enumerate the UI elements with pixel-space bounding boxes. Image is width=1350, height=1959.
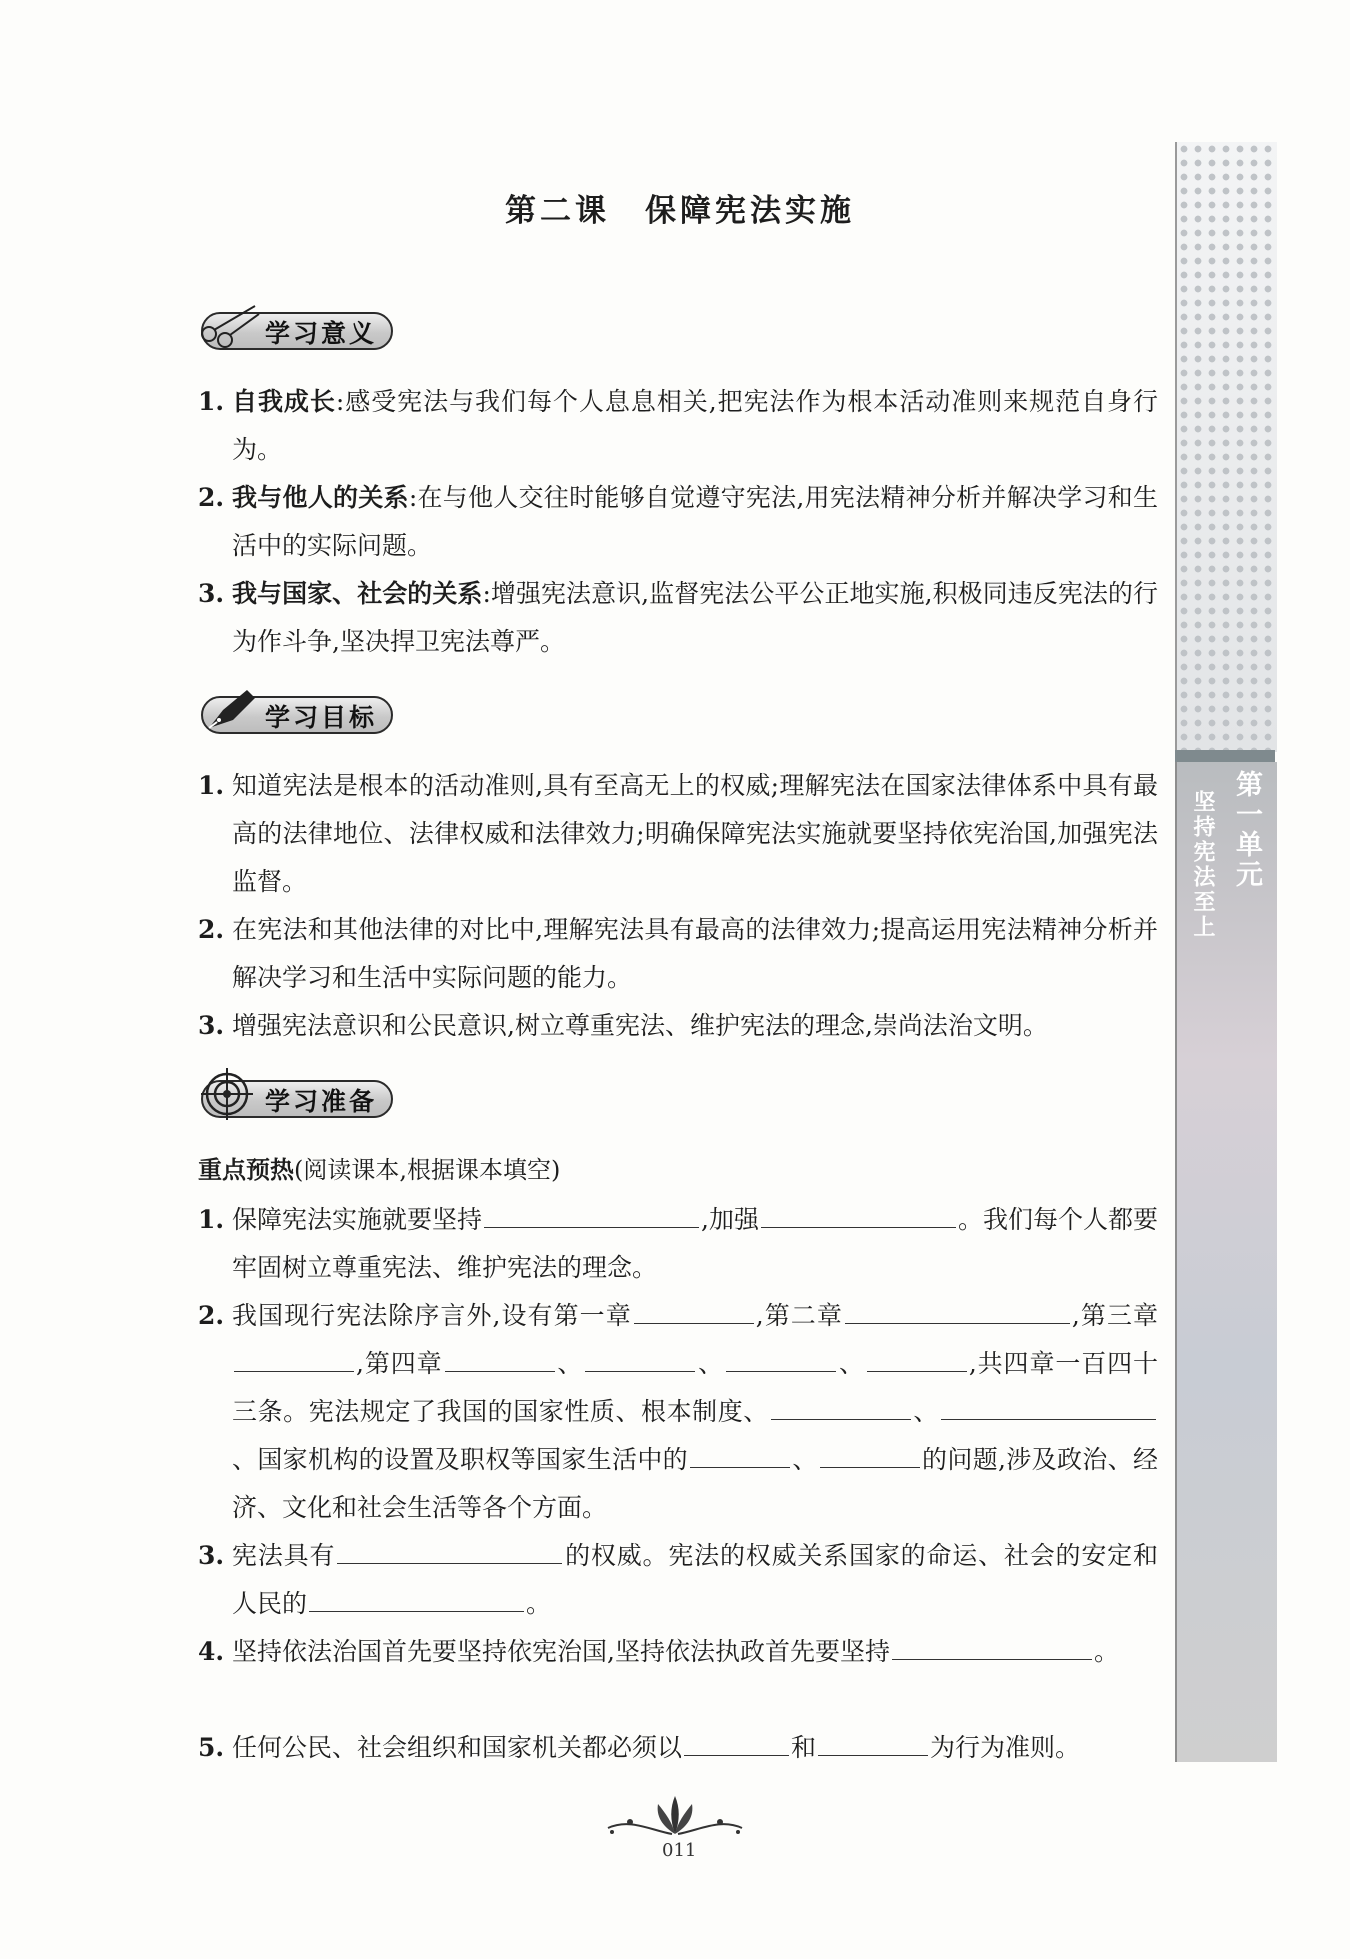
item-text: 增强宪法意识和公民意识,树立尊重宪法、维护宪法的理念,崇尚法治文明。 [232,1011,1048,1040]
side-band [1175,750,1275,762]
item-text: 知道宪法是根本的活动准则,具有至高无上的权威;理解宪法在国家法律体系中具有最高的法律地位、法律权威和法律效力;明确保障宪法实施就要坚持依宪治国,加强宪法监督。 [232,771,1158,896]
item-lead: 我与国家、社会的关系 [232,579,483,608]
item-text: 。 [526,1589,552,1618]
fill-blank[interactable] [941,1395,1156,1420]
item-lead: 自我成长 [232,387,336,416]
separator: 、 [792,1445,818,1474]
leaf-ornament-icon [600,1790,750,1840]
item-text: 的权威。宪法的权威关系国家的命运、社会的安定和人民的 [232,1541,1158,1618]
meaning-item-1 [198,378,1158,474]
fill-blank[interactable] [818,1731,928,1756]
item-text: 宪法具有 [232,1541,336,1570]
prep-item-4 [198,1628,1158,1676]
section-header-goals [195,684,415,736]
item-text: 在宪法和其他法律的对比中,理解宪法具有最高的法律效力;提高运用宪法精神分析并解决学习和生活中实际问题的能力。 [232,915,1158,992]
fill-blank[interactable] [761,1203,956,1228]
fill-blank[interactable] [445,1347,555,1372]
item-number: 5. [198,1733,225,1762]
unit-label: 第一单元 [1231,770,1262,890]
item-text: ,第三章 [1071,1301,1159,1330]
fill-blank[interactable] [820,1443,920,1468]
item-text: 为行为准则。 [930,1733,1081,1762]
fill-blank[interactable] [867,1347,967,1372]
separator: 、 [912,1397,939,1426]
item-text: ,第四章 [356,1349,443,1378]
goal-item-2 [198,906,1158,1002]
meaning-item-2 [198,474,1158,570]
item-text: ,第二章 [755,1301,843,1330]
prep-item-1 [198,1196,1158,1292]
section-title: 学习准备 [265,1087,378,1116]
item-lead: 我与他人的关系 [232,483,409,512]
item-text: 任何公民、社会组织和国家机关都必须以 [232,1733,683,1762]
item-text: ,加强 [701,1205,759,1234]
item-text: :在与他人交往时能够自觉遵守宪法,用宪法精神分析并解决学习和生活中的实际问题。 [232,483,1158,560]
fill-blank[interactable] [892,1635,1092,1660]
page-number: 011 [662,1840,697,1861]
item-text: 。 [1093,1637,1119,1666]
item-number: 1. [198,771,225,800]
item-text: 和 [791,1733,817,1762]
side-dot-pattern [1175,142,1277,752]
goal-item-1 [198,762,1158,906]
pen-icon [195,684,265,736]
goal-item-3 [198,1002,1158,1050]
item-number: 4. [198,1637,225,1666]
item-text: 、国家机构的设置及职权等国家生活中的 [232,1445,689,1474]
item-text: ,共四章一百四十三条。宪法规定了我国的国家性质、根本制度、 [232,1349,1158,1426]
section-title: 学习目标 [265,703,378,732]
fill-blank[interactable] [337,1539,562,1564]
item-number: 3. [198,1541,225,1570]
preheat-label: 重点预热 [198,1156,294,1184]
fill-blank[interactable] [634,1299,754,1324]
item-text: 保障宪法实施就要坚持 [232,1205,483,1234]
fill-blank[interactable] [234,1347,354,1372]
section-header-meaning [195,300,415,352]
item-number: 2. [198,915,225,944]
separator: 、 [838,1349,865,1378]
item-number: 2. [198,483,225,512]
fill-blank[interactable] [690,1443,790,1468]
item-number: 1. [198,387,225,416]
item-text: :感受宪法与我们每个人息息相关,把宪法作为根本活动准则来规范自身行为。 [232,387,1158,464]
item-text: :增强宪法意识,监督宪法公平公正地实施,积极同违反宪法的行为作斗争,坚决捍卫宪法尊严。 [232,579,1158,656]
item-number: 3. [198,579,225,608]
fill-blank[interactable] [845,1299,1070,1324]
item-text: 的问题,涉及政治、经济、文化和社会生活等各个方面。 [232,1445,1158,1522]
fill-blank[interactable] [585,1347,695,1372]
unit-theme: 坚持宪法至上 [1190,790,1215,940]
section-header-prep [195,1068,415,1120]
prep-item-2 [198,1292,1158,1532]
item-number: 1. [198,1205,225,1234]
unit-side-tab [1175,142,1275,1762]
item-text: 我国现行宪法除序言外,设有第一章 [232,1301,632,1330]
fill-blank[interactable] [684,1731,789,1756]
fill-blank[interactable] [726,1347,836,1372]
target-icon [195,1068,265,1120]
prep-item-5 [198,1724,1158,1772]
fill-blank[interactable] [771,1395,911,1420]
item-text: 坚持依法治国首先要坚持依宪治国,坚持依法执政首先要坚持 [232,1637,890,1666]
page-title: 第二课 保障宪法实施 [505,193,855,229]
separator: 、 [697,1349,725,1378]
fill-blank[interactable] [309,1587,524,1612]
section-title: 学习意义 [265,319,378,348]
item-text: 。我们每个人都要牢固树立尊重宪法、维护宪法的理念。 [232,1205,1158,1282]
meaning-item-3 [198,570,1158,666]
item-number: 3. [198,1011,225,1040]
separator: 、 [556,1349,584,1378]
fill-blank[interactable] [484,1203,699,1228]
preheat-note: (阅读课本,根据课本填空) [294,1156,561,1184]
prep-item-3 [198,1532,1158,1628]
scissors-icon [195,300,265,352]
preheat-heading [198,1150,560,1185]
item-number: 2. [198,1301,225,1330]
